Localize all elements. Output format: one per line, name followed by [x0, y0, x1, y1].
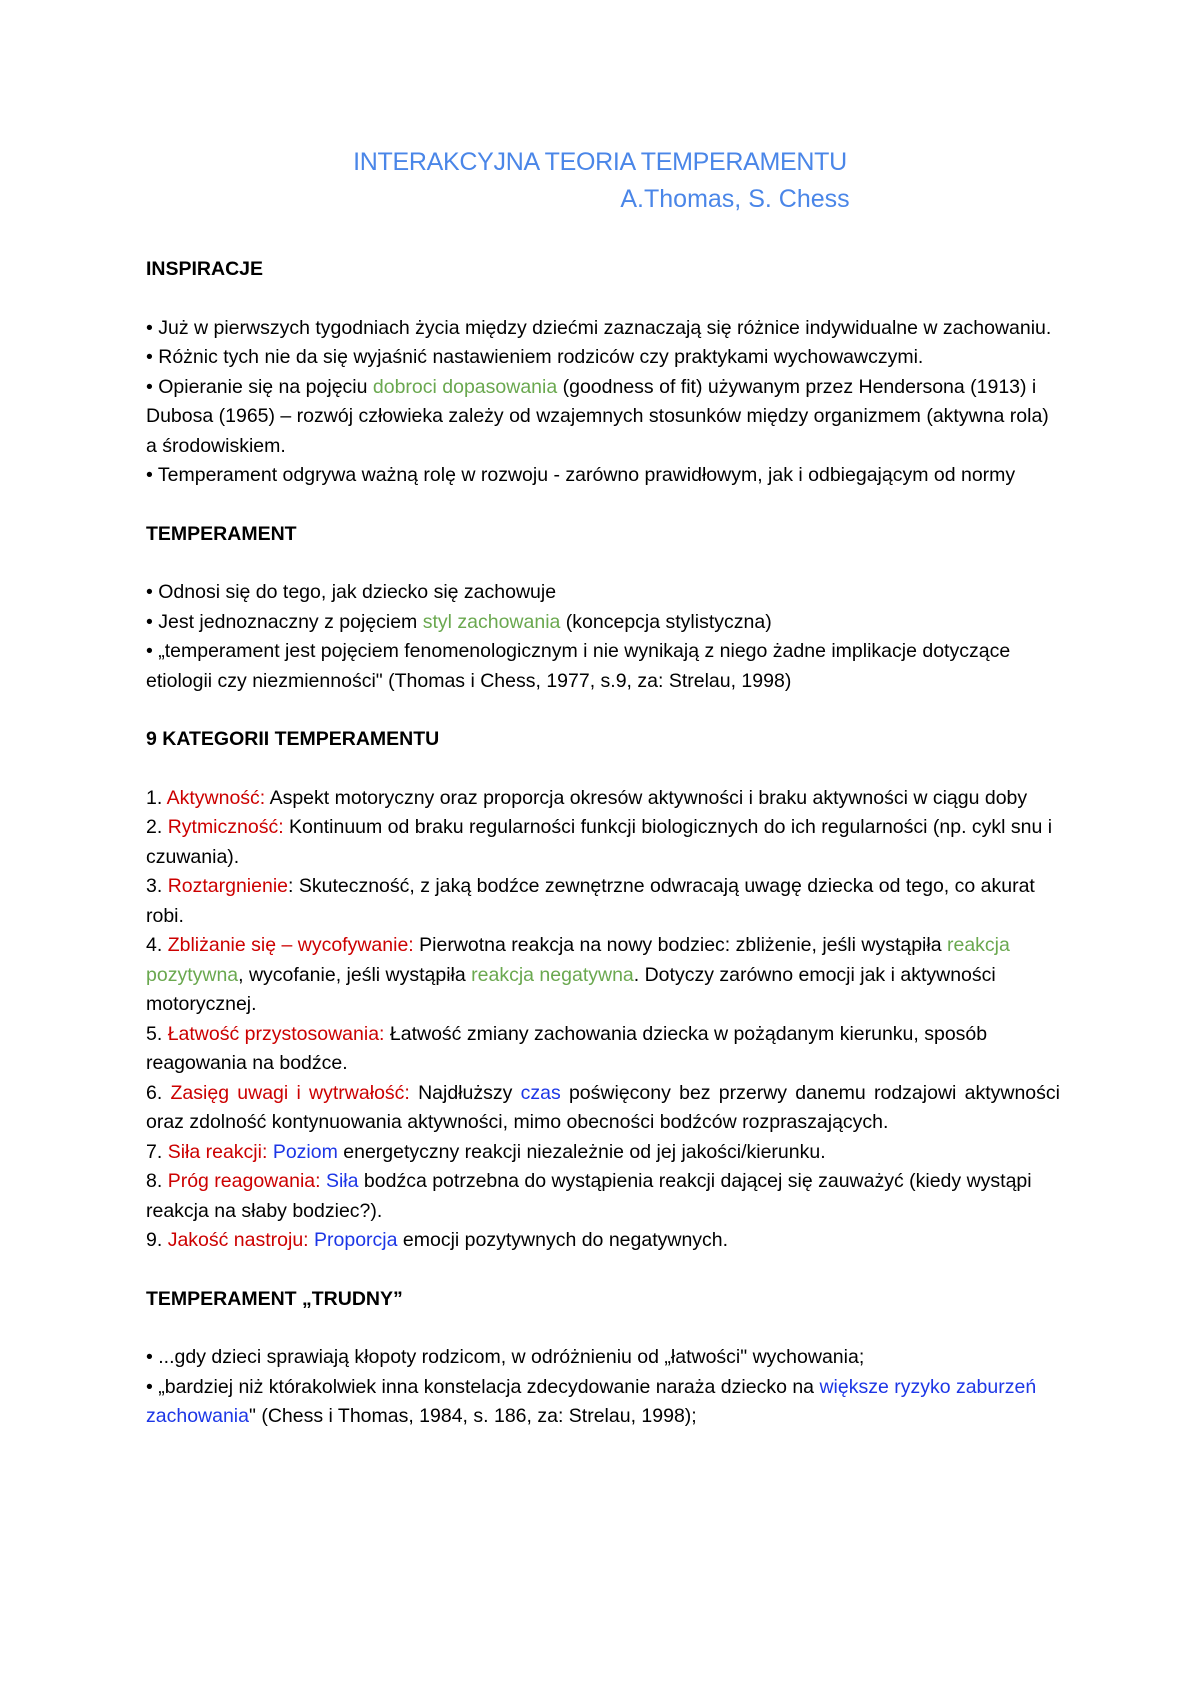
- item-term: Zasięg uwagi i wytrwałość:: [170, 1081, 410, 1104]
- item-text: Najdłuższy: [409, 1081, 521, 1104]
- trudny-bullet-1: • ...gdy dzieci sprawiają kłopoty rodzicom, w odróżnieniu od „łatwości" wychowania;: [146, 1346, 865, 1368]
- text-segment: (koncepcja stylistyczna): [560, 610, 772, 633]
- item-term: Siła reakcji: [167, 1140, 262, 1163]
- item-colon: :: [303, 1229, 315, 1251]
- inspiracje-bullet-2: • Różnic tych nie da się wyjaśnić nastawieniem rodziców czy praktykami wychowawczymi.: [146, 346, 924, 368]
- item-term: Aktywność:: [166, 786, 266, 809]
- section-heading-inspiracje: INSPIRACJE: [146, 258, 264, 280]
- item-text: Pierwotna reakcja na nowy bodziec: zbliżenie, jeśli wystąpiła: [413, 934, 947, 956]
- term-goodness-of-fit: dobroci dopasowania: [372, 375, 558, 398]
- item-text: Kontinuum od braku regularności funkcji biologicznych do ich regularności (np. cykl snu i czuwania).: [146, 816, 1053, 868]
- term-wieksze-ryzyko: większe ryzyko zaburzeń zachowania: [146, 1375, 1037, 1427]
- item-term: Łatwość przystosowania:: [167, 1022, 385, 1045]
- text-segment: • Opieranie się na pojęciu: [146, 375, 373, 398]
- text-segment: • Jest jednoznaczny z pojęciem: [146, 610, 423, 633]
- section-heading-temperament: TEMPERAMENT: [146, 522, 297, 545]
- section-heading-kategorie: 9 KATEGORII TEMPERAMENTU: [146, 728, 440, 750]
- item-number: 5.: [146, 1022, 168, 1045]
- item-text: emocji pozytywnych do negatywnych.: [397, 1229, 729, 1251]
- inspiracje-bullet-3: [146, 373, 1060, 462]
- item-text: Łatwość zmiany zachowania dziecka w pożądanym kierunku, sposób reagowania na bodźce.: [146, 1022, 988, 1074]
- item-number: 7.: [146, 1140, 168, 1163]
- item-text: . Dotyczy zarówno emocji jak i aktywności motorycznej.: [146, 963, 996, 1015]
- item-number: 9.: [146, 1229, 168, 1251]
- document-body: [146, 255, 1060, 1432]
- temperament-bullet-1: • Odnosi się do tego, jak dziecko się zachowuje: [146, 581, 557, 603]
- item-text: poświęcony bez przerwy danemu rodzajowi aktywności oraz zdolność kontynuowania aktywności, mimo obecności bodźców rozpraszających.: [146, 1081, 1060, 1133]
- text-segment: (goodness of fit) używanym przez Hendersona (1913) i Dubosa (1965) – rozwój człowieka zależy od wzajemnych stosunków między organizmem (aktywna rola) a środowiskiem.: [146, 375, 1049, 457]
- item-number: 3.: [146, 875, 168, 897]
- term-reakcja-pozytywna: reakcja pozytywna: [146, 934, 1010, 986]
- term-czas: czas: [520, 1081, 561, 1104]
- inspiracje-bullet-4: • Temperament odgrywa ważną rolę w rozwoju - zarówno prawidłowym, jak i odbiegającym od normy: [146, 464, 1016, 486]
- kategoria-item-4: [146, 931, 1060, 1020]
- item-text: : Skuteczność, z jaką bodźce zewnętrzne odwracają uwagę dziecka od tego, co akurat robi.: [146, 875, 1035, 927]
- kategoria-item-5: [146, 1020, 1060, 1079]
- term-sila: Siła: [325, 1170, 359, 1192]
- term-styl-zachowania: styl zachowania: [422, 610, 561, 633]
- item-term: Roztargnienie: [167, 875, 289, 897]
- item-term: Zbliżanie się – wycofywanie:: [167, 934, 414, 956]
- term-poziom: Poziom: [272, 1140, 338, 1163]
- item-text: Aspekt motoryczny oraz proporcja okresów aktywności i braku aktywności w ciągu doby: [265, 786, 1028, 809]
- temperament-bullet-3: • „temperament jest pojęciem fenomenologicznym i nie wynikają z niego żadne implikacje dotyczące etiologii czy niezmienności" (Thomas i Chess, 1977, s.9, za: Strelau, 1998): [146, 640, 1011, 692]
- section-heading-trudny: TEMPERAMENT „TRUDNY”: [146, 1287, 403, 1310]
- item-term: Jakość nastroju: [167, 1229, 304, 1251]
- item-term: Rytmiczność:: [167, 816, 284, 838]
- document-authors: A.Thomas, S. Chess: [620, 185, 850, 213]
- item-number: 1.: [146, 786, 167, 809]
- item-number: 2.: [146, 816, 168, 838]
- kategoria-item-8: [146, 1167, 1060, 1226]
- item-number: 8.: [146, 1170, 168, 1192]
- text-segment: • „bardziej niż którakolwiek inna konstelacja zdecydowanie naraża dziecko na: [146, 1375, 820, 1398]
- term-proporcja: Proporcja: [314, 1229, 398, 1251]
- kategoria-item-9: [146, 1226, 1060, 1256]
- item-number: 6.: [146, 1081, 171, 1104]
- kategoria-item-7: [146, 1138, 1060, 1168]
- item-colon: :: [315, 1170, 326, 1192]
- kategoria-item-6: [146, 1079, 1060, 1138]
- item-text: bodźca potrzebna do wystąpienia reakcji dającej się zauważyć (kiedy wystąpi reakcja na słaby bodziec?).: [146, 1170, 1032, 1222]
- term-reakcja-negatywna: reakcja negatywna: [471, 963, 634, 986]
- item-text: energetyczny reakcji niezależnie od jej jakości/kierunku.: [337, 1140, 826, 1163]
- kategoria-item-3: [146, 872, 1060, 931]
- text-segment: " (Chess i Thomas, 1984, s. 186, za: Strelau, 1998);: [248, 1405, 697, 1427]
- document-title: INTERAKCYJNA TEORIA TEMPERAMENTU: [353, 148, 847, 176]
- item-term: Próg reagowania: [167, 1170, 316, 1192]
- trudny-bullet-2: [146, 1373, 1060, 1432]
- kategoria-item-1: [146, 784, 1060, 814]
- inspiracje-bullet-1: • Już w pierwszych tygodniach życia między dziećmi zaznaczają się różnice indywidualne w zachowaniu.: [146, 316, 1052, 339]
- item-text: , wycofanie, jeśli wystąpiła: [238, 963, 472, 986]
- item-number: 4.: [146, 934, 168, 956]
- item-colon: :: [261, 1140, 273, 1163]
- kategoria-item-2: [146, 813, 1060, 872]
- temperament-bullet-2: [146, 608, 1060, 638]
